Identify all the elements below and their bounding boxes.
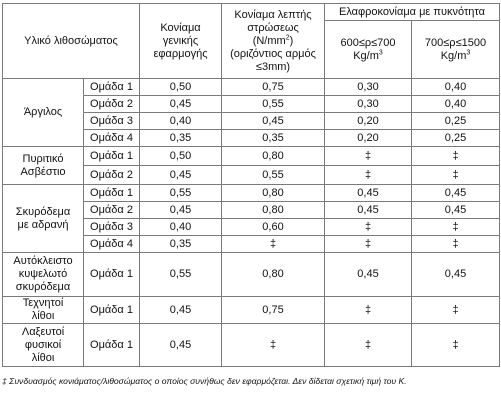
value-cell: 0,45 <box>412 185 500 202</box>
value-cell: 0,45 <box>140 324 222 367</box>
table-row <box>3 147 500 166</box>
value-cell: ‡ <box>412 297 500 324</box>
value-cell: ‡ <box>412 236 500 253</box>
material-name-line: Ασβέστιο <box>20 165 66 178</box>
material-name-line: Άργιλος <box>23 106 63 118</box>
table-row <box>3 185 500 202</box>
material-name-line: Αυτόκλειστο <box>13 255 73 267</box>
group-label-cell: Ομάδα 1 <box>84 324 140 367</box>
value-cell: 0,40 <box>412 96 500 113</box>
material-name-line: φυσικοί <box>24 338 62 351</box>
value-cell: ‡ <box>325 219 412 236</box>
group-label-cell: Ομάδα 2 <box>84 96 140 113</box>
header-range2 <box>412 21 500 79</box>
value-cell: 0,60 <box>222 219 325 236</box>
value-cell: 0,45 <box>140 166 222 185</box>
value-cell: 0,25 <box>412 130 500 147</box>
value-cell: 0,75 <box>222 297 325 324</box>
value-cell: 0,45 <box>222 113 325 130</box>
mortar-strength-table <box>2 3 500 367</box>
group-label-cell: Ομάδα 3 <box>84 113 140 130</box>
material-name-cell <box>3 324 84 367</box>
value-cell: 0,35 <box>140 130 222 147</box>
value-cell: 0,45 <box>140 297 222 324</box>
value-cell: ‡ <box>222 324 325 367</box>
header-mortar-general <box>140 4 222 79</box>
value-cell: ‡ <box>222 236 325 253</box>
value-cell: 0,45 <box>325 202 412 219</box>
value-cell: 0,80 <box>222 202 325 219</box>
value-cell: 0,25 <box>412 113 500 130</box>
value-cell: 0,55 <box>140 185 222 202</box>
group-label-cell: Ομάδα 4 <box>84 130 140 147</box>
group-label-cell: Ομάδα 2 <box>84 202 140 219</box>
material-name-cell <box>3 79 84 147</box>
value-cell: ‡ <box>412 166 500 185</box>
header-range1-unit-sup: 3 <box>378 48 383 56</box>
header-thin-mortar-line2: στρώσεως <box>247 21 299 34</box>
value-cell: 0,35 <box>222 130 325 147</box>
header-mortar-general-line1: Κονίαμα <box>160 21 201 34</box>
table-row <box>3 253 500 297</box>
value-cell: 0,55 <box>140 253 222 297</box>
group-label-cell: Ομάδα 1 <box>84 185 140 202</box>
table-row <box>3 297 500 324</box>
value-cell: ‡ <box>325 166 412 185</box>
header-mortar-general-line2: γενικής <box>162 34 199 47</box>
material-name-cell <box>3 147 84 185</box>
group-label-cell: Ομάδα 1 <box>84 253 140 297</box>
material-name-line: Λαξευτοί <box>21 325 65 338</box>
header-range2-unit: Kg/m <box>440 49 467 62</box>
value-cell: 0,45 <box>140 96 222 113</box>
group-label-cell: Ομάδα 1 <box>84 297 140 324</box>
header-thin-mortar-line1: Κονίαμα λεπτής <box>234 8 312 21</box>
material-name-cell <box>3 185 84 253</box>
material-name-cell <box>3 297 84 324</box>
header-range2-unit-sup: 3 <box>466 48 471 56</box>
header-thin-mortar-unit-sup: 2 <box>285 33 290 41</box>
header-thin-mortar-line5: ≤3mm) <box>255 60 291 73</box>
header-thin-mortar-unit: (N/mm <box>252 34 286 47</box>
group-label-cell: Ομάδα 3 <box>84 219 140 236</box>
table-row <box>3 324 500 367</box>
header-range2-text: 700≤ρ≤1500 <box>424 36 487 49</box>
value-cell: 0,35 <box>140 236 222 253</box>
header-thin-mortar-line4: (οριζόντιος αρμός <box>230 47 316 60</box>
value-cell: 0,80 <box>222 147 325 166</box>
header-range1-unit: Kg/m <box>353 49 379 62</box>
header-thin-mortar <box>222 4 325 79</box>
value-cell: 0,50 <box>140 79 222 96</box>
value-cell: 0,55 <box>222 96 325 113</box>
value-cell: 0,45 <box>140 202 222 219</box>
material-name-line: Πυριτικό <box>22 152 64 165</box>
group-label-cell: Ομάδα 1 <box>84 79 140 96</box>
table-row <box>3 79 500 96</box>
value-cell: 0,20 <box>325 113 412 130</box>
footnote: ‡ Συνδυασμός κονιάματος/λιθοσώματος ο οποίος συνήθως δεν εφαρμόζεται. Δεν δίδεται σχετική τιμή του K. <box>2 376 407 386</box>
header-lightweight <box>325 4 500 21</box>
value-cell: 0,40 <box>140 113 222 130</box>
header-material-text: Υλικό λιθοσώματος <box>24 34 118 47</box>
value-cell: 0,45 <box>412 202 500 219</box>
value-cell: 0,45 <box>412 253 500 297</box>
material-name-line: σκυρόδεμα <box>15 281 71 293</box>
header-row-1 <box>3 4 500 21</box>
value-cell: 0,30 <box>325 96 412 113</box>
value-cell: ‡ <box>325 324 412 367</box>
value-cell: 0,45 <box>325 185 412 202</box>
value-cell: ‡ <box>412 147 500 166</box>
header-lightweight-text: Ελαφροκονίαμα με πυκνότητα <box>339 5 485 18</box>
value-cell: 0,45 <box>325 253 412 297</box>
material-name-line: με αδρανή <box>17 218 69 231</box>
header-mortar-general-line3: εφαρμογής <box>153 47 208 60</box>
material-name-line: λίθοι <box>31 351 55 364</box>
material-name-line: Σκυρόδεμα <box>15 205 71 218</box>
table-body <box>3 4 500 367</box>
group-label-cell: Ομάδα 4 <box>84 236 140 253</box>
material-name-cell <box>3 253 84 297</box>
header-range1 <box>325 21 412 79</box>
value-cell: 0,40 <box>140 219 222 236</box>
group-label-cell: Ομάδα 1 <box>84 147 140 166</box>
group-label-cell: Ομάδα 2 <box>84 166 140 185</box>
material-name-line: Τεχνητοί <box>22 297 64 309</box>
value-cell: ‡ <box>325 147 412 166</box>
value-cell: ‡ <box>412 219 500 236</box>
value-cell: 0,80 <box>222 185 325 202</box>
value-cell: 0,75 <box>222 79 325 96</box>
material-name-line: λίθοι <box>31 310 55 322</box>
header-material <box>3 4 140 79</box>
value-cell: 0,30 <box>325 79 412 96</box>
header-range1-text: 600≤ρ≤700 <box>340 36 396 49</box>
value-cell: 0,55 <box>222 166 325 185</box>
header-thin-mortar-unit-close: ) <box>289 34 294 47</box>
value-cell: ‡ <box>412 324 500 367</box>
material-name-line: κυψελωτό <box>18 268 68 280</box>
value-cell: ‡ <box>325 297 412 324</box>
value-cell: 0,20 <box>325 130 412 147</box>
value-cell: 0,50 <box>140 147 222 166</box>
value-cell: 0,40 <box>412 79 500 96</box>
value-cell: 0,80 <box>222 253 325 297</box>
value-cell: ‡ <box>325 236 412 253</box>
